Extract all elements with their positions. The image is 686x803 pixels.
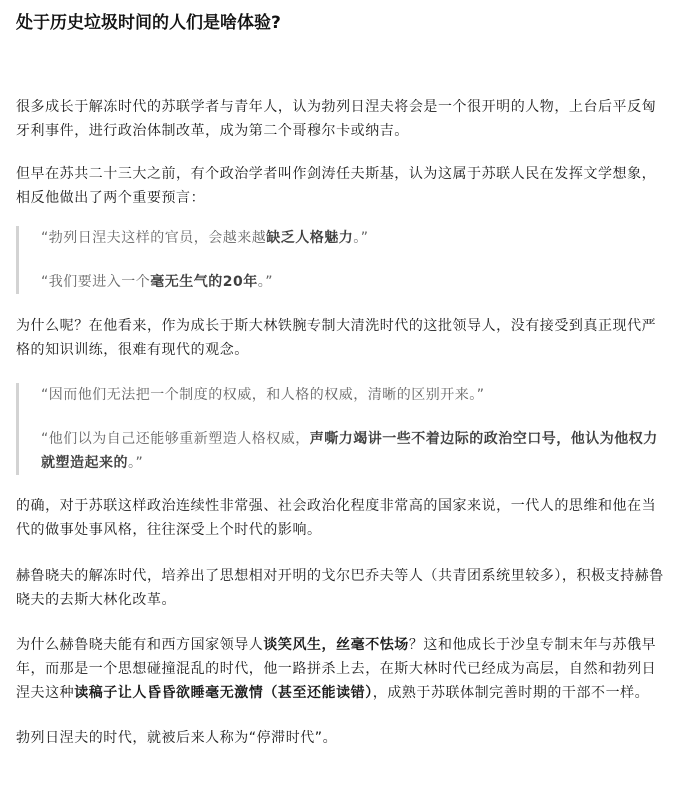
quote-1-bold: 缺乏人格魅力 xyxy=(266,230,354,246)
quote-4-bold: 声嘶力竭讲一些不着边际的政治空口号，他认为他权力就塑造起来的 xyxy=(41,431,658,471)
quote-1-end: 。” xyxy=(353,230,369,246)
quote-4-text: “他们以为自己还能够重新塑造人格权威， xyxy=(41,431,310,447)
quote-4-end: 。” xyxy=(128,455,144,471)
quote-4 xyxy=(41,427,670,475)
paragraph-4: 的确，对于苏联这样政治连续性非常强、社会政治化程度非常高的国家来说，一代人的思维和他在当代的做事处事风格，往往深受上个时代的影响。 xyxy=(16,498,657,538)
quote-2-bold: 毫无生气的20年 xyxy=(150,274,258,290)
paragraph-1: 很多成长于解冻时代的苏联学者与青年人，认为勃列日涅夫将会是一个很开明的人物，上台后平反匈牙利事件，进行政治体制改革，成为第二个哥穆尔卡或纳吉。 xyxy=(16,99,657,139)
quote-block-1 xyxy=(16,226,670,294)
quote-1 xyxy=(41,226,670,250)
quote-3: “因而他们无法把一个制度的权威，和人格的权威，清晰的区别开来。” xyxy=(41,387,485,403)
quote-2 xyxy=(41,270,670,294)
paragraph-6-text-a: 为什么赫鲁晓夫能有和西方国家领导人 xyxy=(16,637,264,653)
quote-2-text: “我们要进入一个 xyxy=(41,274,151,290)
quote-block-2 xyxy=(16,383,670,475)
quote-1-text: “勃列日涅夫这样的官员，会越来越 xyxy=(41,230,267,246)
paragraph-6 xyxy=(16,633,670,705)
paragraph-3: 为什么呢？在他看来，作为成长于斯大林铁腕专制大清洗时代的这批领导人，没有接受到真正现代严格的知识训练，很难有现代的观念。 xyxy=(16,318,657,358)
paragraph-6-text-c: ，成熟于苏联体制完善时期的干部不一样。 xyxy=(372,685,650,701)
paragraph-2: 但早在苏共二十三大之前，有个政治学者叫作剑涛任夫斯基，认为这属于苏联人民在发挥文学想象，相反他做出了两个重要预言： xyxy=(16,166,657,206)
paragraph-6-bold-a: 谈笑风生，丝毫不怯场 xyxy=(263,637,409,653)
paragraph-7: 勃列日涅夫的时代，就被后来人称为“停滞时代”。 xyxy=(16,730,338,746)
quote-2-end: 。” xyxy=(257,274,274,290)
paragraph-6-bold-b: 读稿子让人昏昏欲睡毫无激情（甚至还能读错） xyxy=(74,685,373,701)
article-title: 处于历史垃圾时间的人们是啥体验? xyxy=(16,13,281,33)
paragraph-6-text-b: ？这和他成长于沙皇专制末年与苏俄早年，而那是一个思想碰撞混乱的时代，他一路拼杀上去，在斯大林时代已经成为高层，自然和勃列日涅夫这种 xyxy=(16,637,657,701)
paragraph-5: 赫鲁晓夫的解冻时代，培养出了思想相对开明的戈尔巴乔夫等人（共青团系统里较多），积极支持赫鲁晓夫的去斯大林化改革。 xyxy=(16,568,664,608)
